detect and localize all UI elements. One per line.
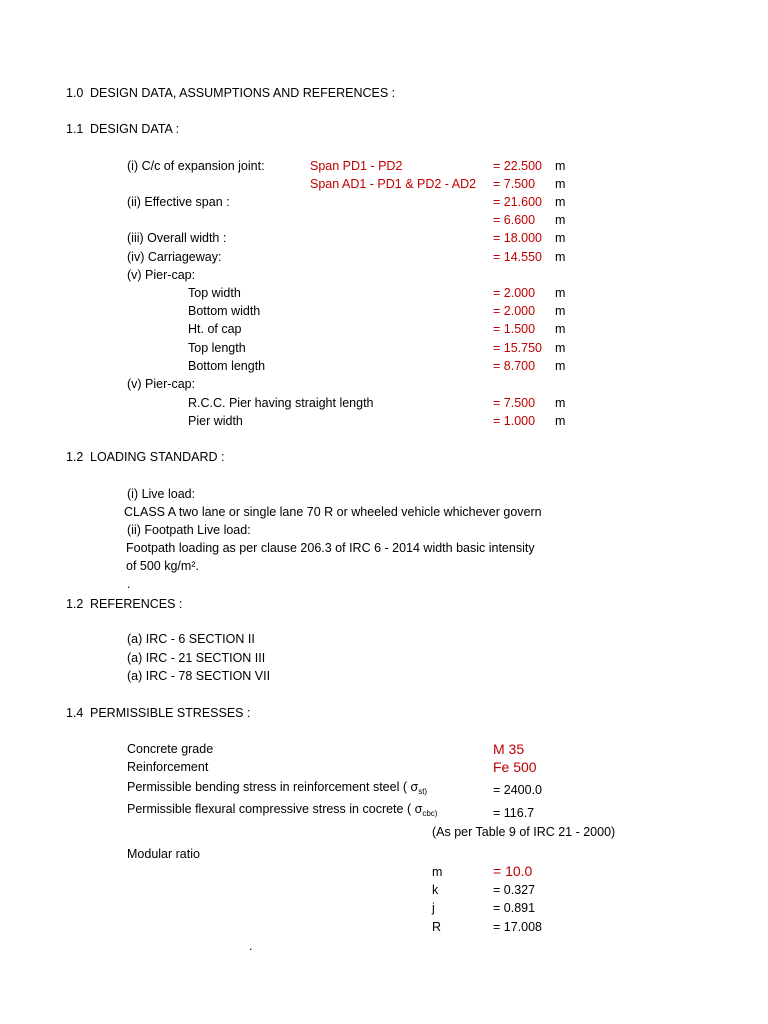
effective-span-2-value: = 6.600 [493,213,536,227]
reference-2: (a) IRC - 21 SECTION III [127,651,266,665]
top-length-unit: m [555,341,566,355]
sigma-symbol: σ [410,780,419,794]
carriageway-unit: m [555,250,566,264]
bottom-length-label: Bottom length [188,359,266,373]
footpath-text-line-2: of 500 kg/m². [126,559,199,573]
overall-width-unit: m [555,231,566,245]
effective-span-1-unit: m [555,195,566,209]
footpath-live-load-label: (ii) Footpath Live load: [127,523,251,537]
pier-width-value: = 1.000 [493,414,536,428]
cbc-subscript: cbc [422,809,435,818]
top-width-value: = 2.000 [493,286,536,300]
height-of-cap-value: = 1.500 [493,322,536,336]
span1-unit: m [555,159,566,173]
section-1-2-number: 1.2 [66,450,84,464]
j-value: = 0.891 [493,901,536,915]
effective-span-1-value: = 21.600 [493,195,543,209]
top-width-label: Top width [188,286,241,300]
k-label: k [432,883,439,897]
live-load-label: (i) Live load: [127,487,196,501]
bottom-length-value: = 8.700 [493,359,536,373]
m-label: m [432,865,443,879]
rcc-pier-length-value: = 7.500 [493,396,536,410]
live-load-text: CLASS A two lane or single lane 70 R or wheeled vehicle whichever govern [124,505,542,519]
section-1-1-title: DESIGN DATA : [90,122,180,136]
section-1-0-number: 1.0 [66,86,84,100]
top-length-value: = 15.750 [493,341,543,355]
section-1-1-number: 1.1 [66,122,84,136]
rcc-pier-length-label: R.C.C. Pier having straight length [188,396,374,410]
m-value: = 10.0 [493,863,533,879]
pier-cap-label-2: (v) Pier-cap: [127,377,196,391]
r-value: = 17.008 [493,920,543,934]
carriageway-value: = 14.550 [493,250,543,264]
effective-span-2-unit: m [555,213,566,227]
height-of-cap-label: Ht. of cap [188,322,242,336]
st-subscript: st [418,787,425,796]
pier-width-label: Pier width [188,414,243,428]
span2-value: = 7.500 [493,177,536,191]
reference-3: (a) IRC - 78 SECTION VII [127,669,271,683]
carriageway-label: (iv) Carriageway: [127,250,222,264]
st-close-paren: ) [424,787,428,796]
bottom-width-unit: m [555,304,566,318]
cc-expansion-joint-label: (i) C/c of expansion joint: [127,159,265,173]
pier-width-unit: m [555,414,566,428]
section-1-2-title: LOADING STANDARD : [90,450,225,464]
span1-label: Span PD1 - PD2 [310,159,403,173]
span2-unit: m [555,177,566,191]
span1-value: = 22.500 [493,159,543,173]
bottom-width-value: = 2.000 [493,304,536,318]
top-length-label: Top length [188,341,246,355]
rcc-pier-length-unit: m [555,396,566,410]
reinforcement-label: Reinforcement [127,760,209,774]
compressive-stress-label [127,801,437,822]
section-references-number: 1.2 [66,597,84,611]
bottom-width-label: Bottom width [188,304,261,318]
j-label: j [432,901,435,915]
stray-dot: . [127,577,131,591]
sigma-symbol: σ [414,802,423,816]
cbc-close-paren: ) [434,809,438,818]
r-label: R [432,920,442,934]
section-1-4-title: PERMISSIBLE STRESSES : [90,706,251,720]
compressive-stress-value: = 116.7 [493,806,535,820]
height-of-cap-unit: m [555,322,566,336]
bottom-stray-dot: . [249,939,253,953]
effective-span-label: (ii) Effective span : [127,195,230,209]
bending-stress-value: = 2400.0 [493,783,543,797]
reinforcement-value: Fe 500 [493,759,537,775]
concrete-grade-value: M 35 [493,741,525,757]
span2-label: Span AD1 - PD1 & PD2 - AD2 [310,177,477,191]
section-1-0-title: DESIGN DATA, ASSUMPTIONS AND REFERENCES : [90,86,396,100]
concrete-grade-label: Concrete grade [127,742,214,756]
pier-cap-label-1: (v) Pier-cap: [127,268,196,282]
section-1-4-number: 1.4 [66,706,84,720]
reference-1: (a) IRC - 6 SECTION II [127,632,255,646]
irc-table-note: (As per Table 9 of IRC 21 - 2000) [432,825,616,839]
bottom-length-unit: m [555,359,566,373]
modular-ratio-label: Modular ratio [127,847,200,861]
bending-stress-label [127,779,427,800]
bending-stress-text: Permissible bending stress in reinforcement steel ( [127,780,407,794]
overall-width-value: = 18.000 [493,231,543,245]
top-width-unit: m [555,286,566,300]
section-references-title: REFERENCES : [90,597,183,611]
overall-width-label: (iii) Overall width : [127,231,227,245]
k-value: = 0.327 [493,883,536,897]
compressive-stress-text: Permissible flexural compressive stress in cocrete ( [127,802,412,816]
footpath-text-line-1: Footpath loading as per clause 206.3 of IRC 6 - 2014 width basic intensity [126,541,535,555]
